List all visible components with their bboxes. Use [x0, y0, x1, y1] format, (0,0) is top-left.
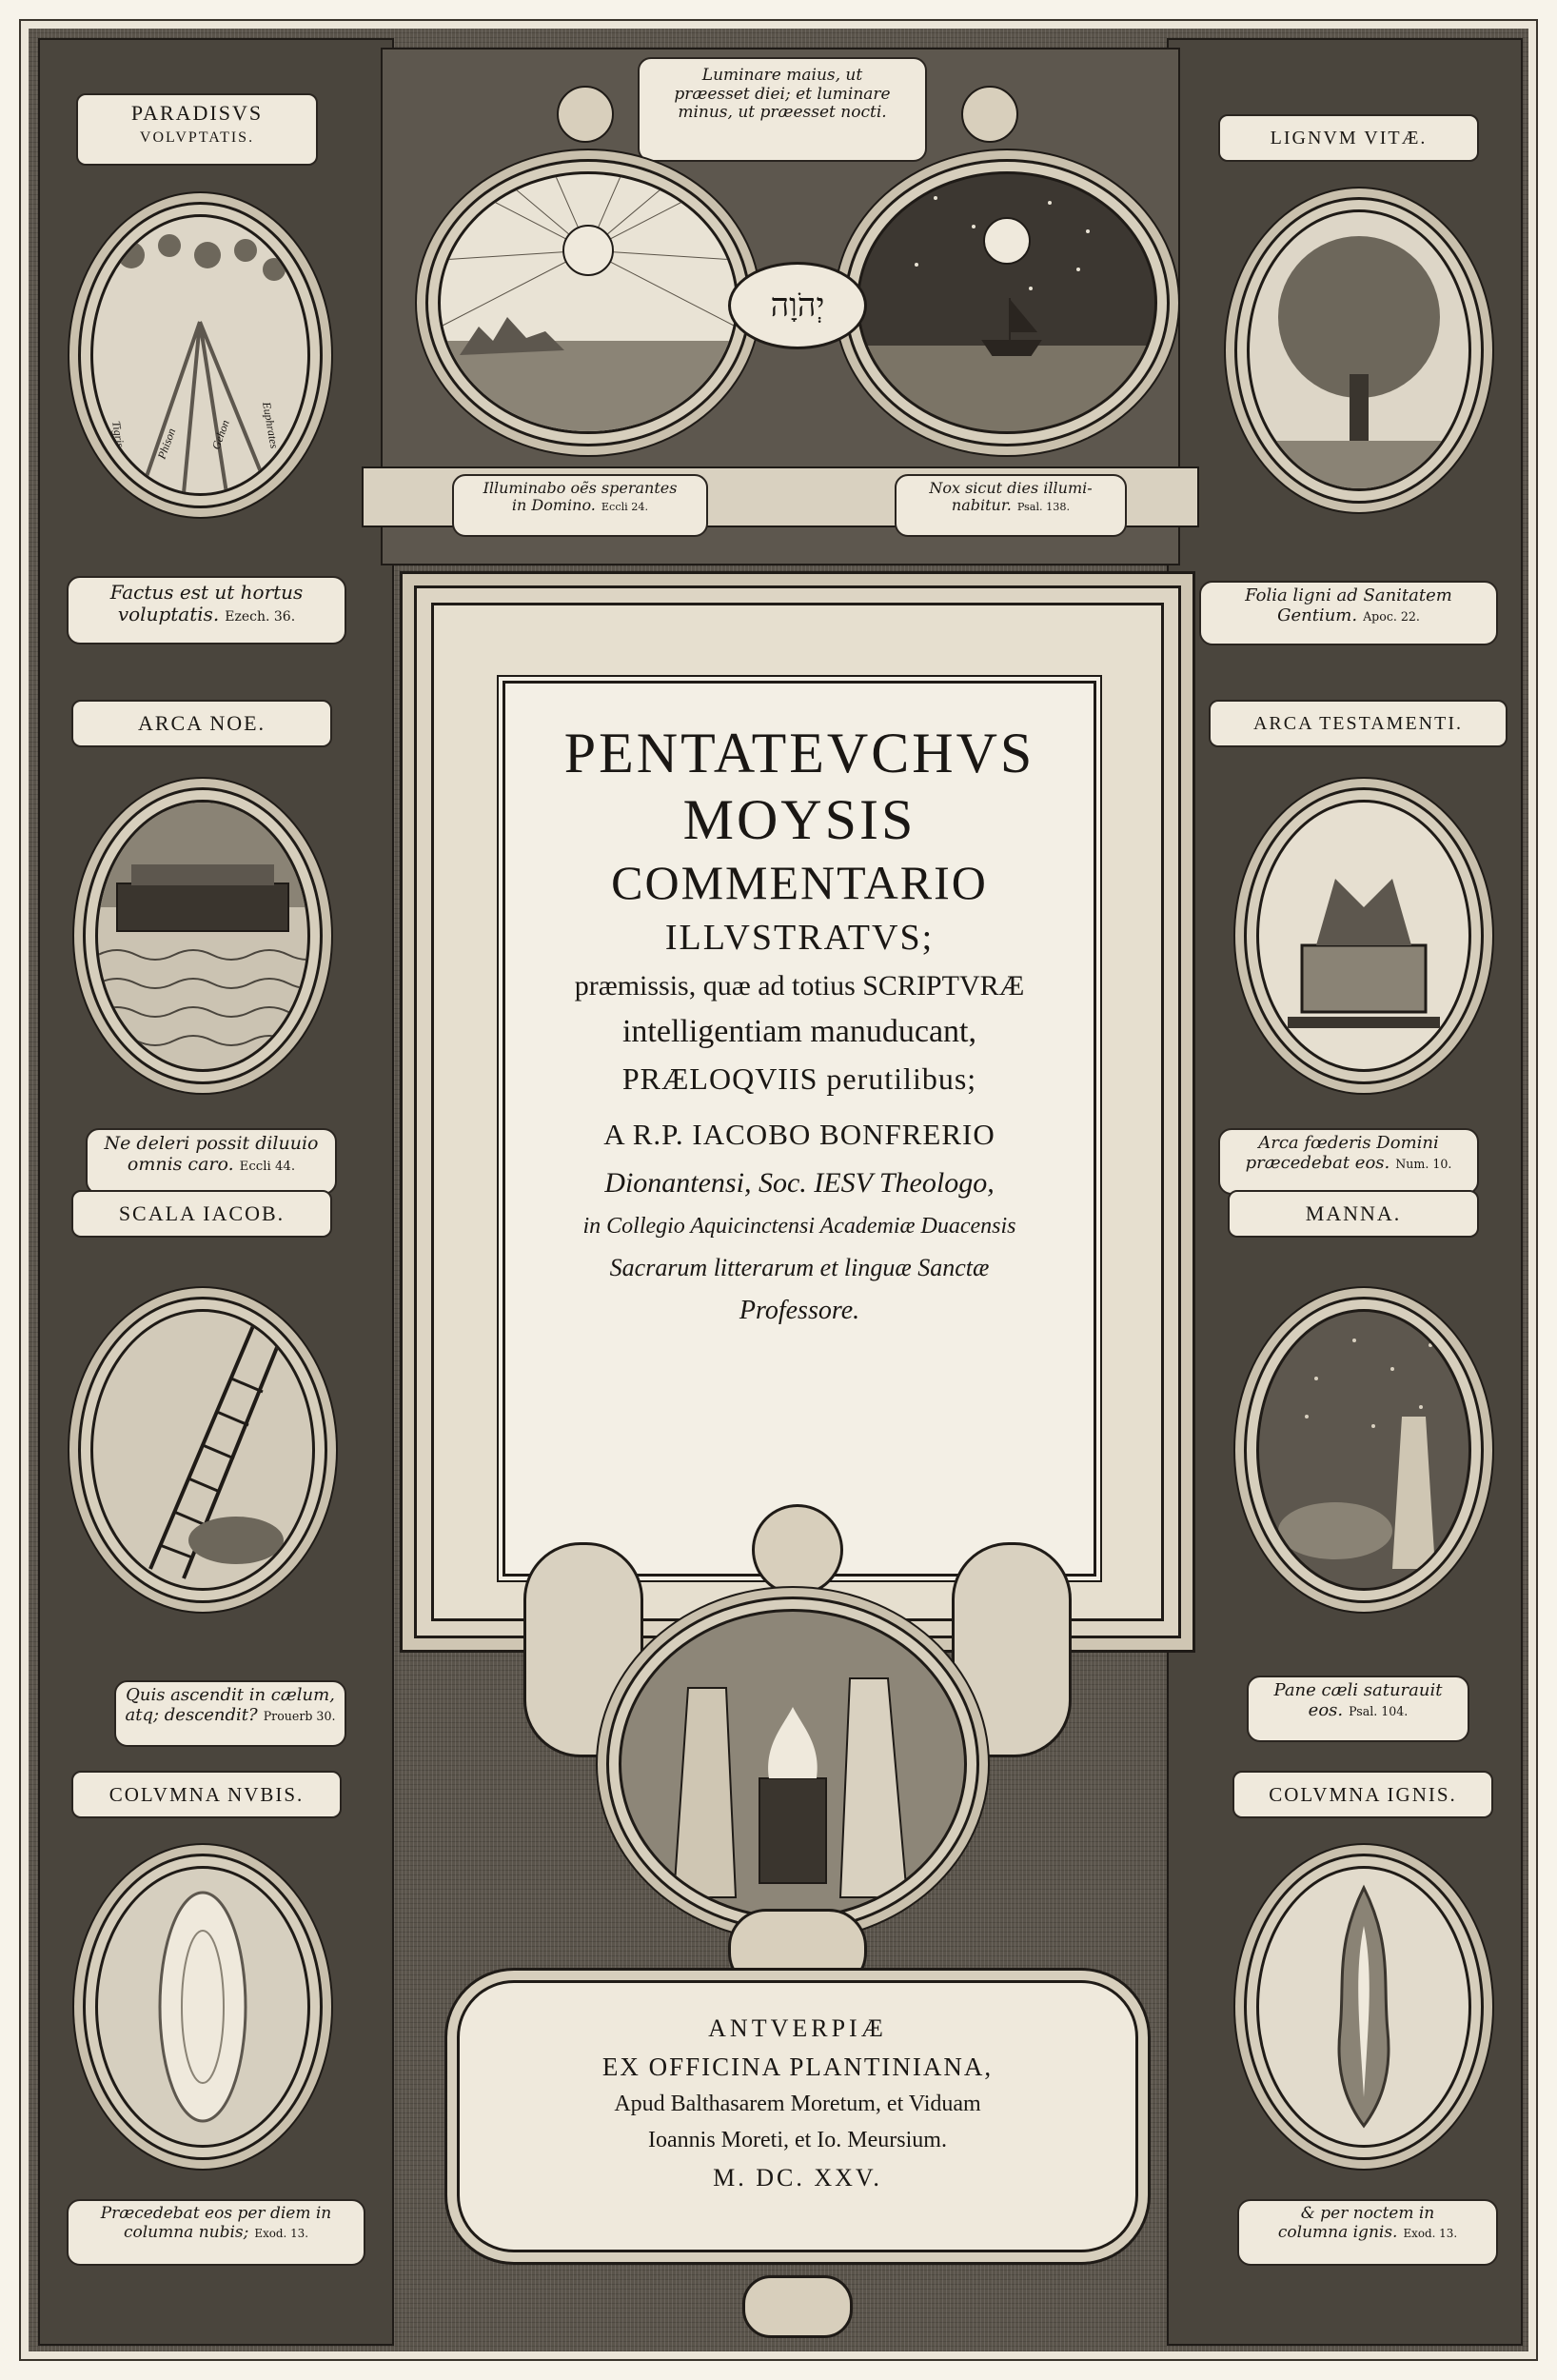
tree-scene: [1250, 212, 1468, 488]
covenant-scene: [1259, 803, 1468, 1069]
title-line-body: intelligentiam manuducant,: [621, 1014, 976, 1049]
caption-reference: Psal. 138.: [1016, 501, 1071, 514]
author-line: Sacrarum litterarum et linguæ Sanctæ: [609, 1254, 990, 1281]
title-line-sub: ILLVSTRATVS;: [664, 918, 935, 958]
sun-icon: [563, 226, 613, 275]
ark-of-covenant-icon: [1302, 945, 1426, 1012]
sun-scene: [441, 174, 736, 431]
label-text: ARCA NOE.: [137, 711, 266, 735]
moon-icon: [984, 218, 1030, 264]
imprint-date: M. DC. XXV.: [713, 2164, 882, 2192]
sun-roundel: [438, 171, 739, 434]
label-arca-noe: [71, 700, 332, 747]
cloud-pillar-icon: [160, 1893, 246, 2121]
title-line-main: PENTATEVCHVS: [563, 722, 1035, 784]
paradise-scene: [93, 217, 307, 493]
title-line-sub: COMMENTARIO: [611, 856, 988, 909]
title-line-body: PRÆLOQVIIS perutilibus;: [621, 1061, 977, 1096]
imprint-press: EX OFFICINA PLANTINIANA,: [601, 2053, 994, 2081]
moon-scene: [859, 174, 1154, 431]
caption-line: voluptatis.: [117, 603, 220, 625]
caption-line: præcedebat eos.: [1245, 1152, 1390, 1173]
label-line: PARADISVS: [130, 101, 264, 125]
fire-pillar-roundel: [1256, 1866, 1471, 2148]
grotesque-mask-left: [557, 86, 614, 143]
title-page-sheet: [19, 19, 1538, 2361]
caption-line: columna nubis;: [123, 2222, 249, 2242]
grotesque-mask-bottom: [728, 1909, 867, 1991]
title-line-body: præmissis, quæ ad totius SCRIPTVRÆ: [574, 970, 1025, 1002]
caption-line: Folia ligni ad Sanitatem: [1245, 585, 1452, 605]
ark-caption: [86, 1128, 337, 1195]
caption-line: Pane cæli saturauit: [1273, 1680, 1443, 1700]
ladder-scene: [93, 1312, 312, 1588]
caption-line: Præcedebat eos per diem in: [100, 2204, 332, 2223]
top-banner: [638, 57, 927, 162]
cloud-pillar-roundel: [95, 1866, 310, 2148]
moon-caption: [895, 474, 1127, 537]
label-text: ARCA TESTAMENTI.: [1252, 713, 1464, 734]
label-text: SCALA IACOB.: [118, 1201, 286, 1225]
label-text: COLVMNA NVBIS.: [108, 1783, 305, 1806]
caption-line: eos.: [1308, 1699, 1344, 1720]
label-lignum-vitae: [1218, 114, 1479, 162]
altar-flame-icon: [768, 1707, 818, 1778]
caption-line: columna ignis.: [1277, 2222, 1398, 2242]
paradise-roundel: [90, 214, 310, 496]
cloud-scene: [98, 1869, 307, 2145]
caption-line: nabitur.: [951, 496, 1012, 515]
label-columna-ignis: [1232, 1771, 1493, 1818]
caption-line: omnis caro.: [127, 1153, 234, 1175]
tetragrammaton-oval: [728, 262, 867, 349]
caption-reference: Num. 10.: [1395, 1156, 1452, 1171]
river-name: Phison: [154, 426, 179, 462]
caption-line: & per noctem in: [1300, 2204, 1435, 2223]
label-arca-testamenti: [1209, 700, 1508, 747]
strapwork-right: [952, 1542, 1072, 1757]
label-line: VOLVPTATIS.: [139, 129, 255, 146]
caption-reference: Exod. 13.: [254, 2226, 309, 2240]
caption-line: Ne deleri possit diluuio: [104, 1133, 319, 1154]
paradise-caption: [67, 576, 346, 645]
ark-icon: [117, 883, 288, 931]
jacobs-ladder-roundel: [90, 1309, 315, 1591]
caption-reference: Psal. 104.: [1349, 1703, 1409, 1718]
caption-line: Quis ascendit in cælum,: [126, 1685, 335, 1705]
label-text: LIGNVM VITÆ.: [1270, 128, 1428, 149]
tetragrammaton-text: יְהֹוָה: [770, 287, 825, 325]
moon-roundel: [857, 171, 1157, 434]
bottom-mask: [742, 2275, 853, 2338]
caption-reference: Apoc. 22.: [1363, 608, 1420, 624]
label-text: COLVMNA IGNIS.: [1269, 1783, 1457, 1806]
top-banner-line: præesset diei; et luminare: [674, 84, 891, 104]
caption-reference: Ezech. 36.: [225, 609, 296, 625]
tree-of-life-roundel: [1247, 209, 1471, 491]
river-name: Gehon: [208, 418, 232, 452]
ark-covenant-roundel: [1256, 800, 1471, 1072]
grotesque-mask-right: [961, 86, 1018, 143]
caption-line: atq; descendit?: [125, 1704, 258, 1725]
label-paradisus: [76, 93, 318, 166]
caption-line: Nox sicut dies illumi-: [929, 479, 1093, 497]
imprint-cartouche: [457, 1980, 1138, 2252]
sun-caption: [452, 474, 708, 537]
caption-reference: Prouerb 30.: [263, 1708, 336, 1723]
caption-line: in Domino.: [511, 496, 596, 515]
label-text: MANNA.: [1305, 1201, 1402, 1225]
label-manna: [1228, 1190, 1479, 1238]
cloud-caption: [67, 2199, 365, 2266]
label-scala-iacob: [71, 1190, 332, 1238]
author-line: A R.P. IACOBO BONFRERIO: [603, 1118, 995, 1151]
caption-line: Gentium.: [1277, 605, 1358, 625]
river-name: Tigris: [109, 420, 128, 449]
ship-icon: [983, 298, 1040, 355]
author-line: Dionantensi, Soc. IESV Theologo,: [604, 1167, 995, 1199]
caption-line: Arca fœderis Domini: [1258, 1133, 1439, 1153]
tree-icon: [1278, 236, 1440, 398]
moses-aaron-roundel: [619, 1609, 967, 1919]
caption-line: Factus est ut hortus: [109, 581, 304, 604]
caption-line: Illuminabo oẽs sperantes: [483, 479, 678, 497]
imprint-printer: Ioannis Moreti, et Io. Meursium.: [648, 2128, 947, 2152]
tree-caption: [1199, 581, 1498, 645]
caption-reference: Eccli 24.: [601, 501, 649, 514]
moses-figure: [674, 1688, 736, 1897]
fire-scene: [1259, 1869, 1468, 2145]
author-line: in Collegio Aquicinctensi Academiæ Duacensis: [582, 1214, 1016, 1239]
altar-scene: [621, 1612, 964, 1916]
manna-scene: [1259, 1312, 1468, 1588]
imprint-printer: Apud Balthasarem Moretum, et Viduam: [614, 2092, 981, 2116]
title-line-main: MOYSIS: [682, 788, 916, 851]
covenant-caption: [1218, 1128, 1479, 1195]
manna-roundel: [1256, 1309, 1471, 1591]
river-name: Euphrates: [260, 401, 282, 450]
top-banner-line: minus, ut præesset nocti.: [678, 103, 887, 123]
fire-caption: [1237, 2199, 1498, 2266]
grotesque-mask-center: [752, 1504, 843, 1596]
aaron-figure: [840, 1678, 907, 1897]
noahs-ark-roundel: [95, 800, 310, 1072]
caption-reference: Eccli 44.: [239, 1159, 296, 1174]
label-columna-nubis: [71, 1771, 342, 1818]
figure-icon: [1392, 1417, 1435, 1569]
caption-reference: Exod. 13.: [1403, 2226, 1458, 2240]
title-panel: [503, 681, 1096, 1577]
ark-scene: [98, 803, 307, 1069]
imprint-city: ANTVERPIÆ: [708, 2014, 887, 2042]
ladder-caption: [114, 1680, 346, 1747]
top-banner-line: Luminare maius, ut: [701, 66, 863, 85]
manna-caption: [1247, 1676, 1469, 1742]
author-line: Professore.: [739, 1296, 860, 1325]
